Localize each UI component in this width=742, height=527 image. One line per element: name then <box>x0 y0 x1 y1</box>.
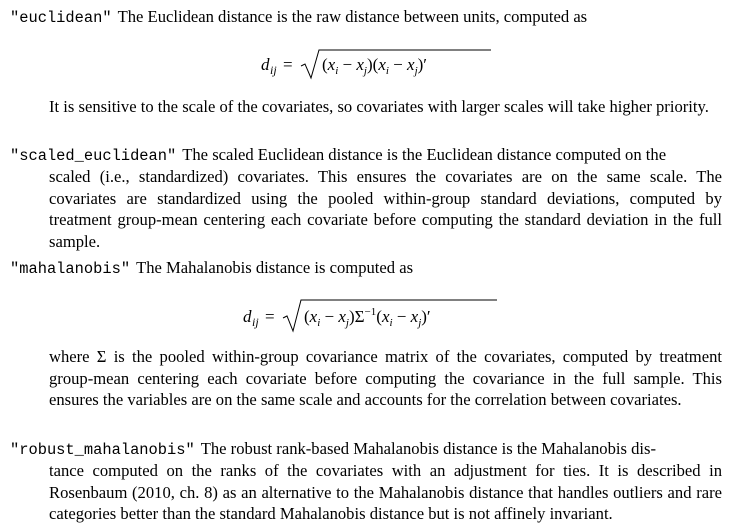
equation-mahalanobis <box>0 296 742 342</box>
svg-text:d: d <box>243 307 252 326</box>
euclidean-after: It is sensitive to the scale of the covariates, so covariates with larger scales will take higher priority. <box>49 97 709 116</box>
mahalanobis-lead: The Mahalanobis distance is computed as <box>136 258 414 277</box>
svg-text:=: = <box>265 307 275 326</box>
equation-mahalanobis-math <box>231 296 511 336</box>
term-euclidean: "euclidean" <box>10 9 112 27</box>
equation-euclidean <box>0 46 742 88</box>
svg-text:d: d <box>261 55 270 74</box>
term-robust-mahalanobis: "robust_mahalanobis" <box>10 441 195 459</box>
svg-text:(xi − xj)(xi − xj)′: $(x_i - x_j)(x_i - x_j)'$ <box>322 55 428 77</box>
svg-text:ij: ij <box>252 315 259 329</box>
term-mahalanobis: "mahalanobis" <box>10 260 131 278</box>
term-scaled-euclidean: "scaled_euclidean" <box>10 147 177 165</box>
equation-euclidean-math <box>241 46 501 82</box>
robust-mahalanobis-rest: tance computed on the ranks of the covariates with an adjustment for ties. It is described in Rosenbaum (2010, ch. 8) as an alternative to the Mahalanobis distance that handles outliers and rare categories better than the standard Mahalanobis distance but is not affinely invariant. <box>49 461 722 524</box>
euclidean-lead: The Euclidean distance is the raw distance between units, computed as <box>117 7 588 26</box>
svg-text:(xi − xj)Σ−1(xi − xj)′: $(x_i - x_j)\Sigma^{-1}(x_i - x_j)'$ <box>304 306 431 329</box>
entry-scaled-euclidean <box>10 144 722 168</box>
robust-mahalanobis-lead: The robust rank-based Mahalanobis distance is the Mahalanobis dis- <box>200 439 657 458</box>
entry-euclidean <box>10 6 722 30</box>
entry-robust-mahalanobis <box>10 438 722 462</box>
entry-mahalanobis <box>10 257 722 281</box>
svg-text:ij: ij <box>270 63 277 77</box>
scaled-euclidean-lead: The scaled Euclidean distance is the Euclidean distance computed on the <box>182 145 667 164</box>
svg-text:=: = <box>283 55 293 74</box>
scaled-euclidean-rest: scaled (i.e., standardized) covariates. This ensures the covariates are on the same scale. The covariates are standardized using the pooled within-group standard deviations, computed by treatment group-mean centering each covariate before computing the standard deviation in the full sample. <box>49 167 722 251</box>
mahalanobis-after: where Σ is the pooled within-group covariance matrix of the covariates, computed by treatment group-mean centering each covariate before computing the covariance in the full sample. This ensures the variables are on the same scale and accounts for the correlation between covariates. <box>49 347 722 410</box>
